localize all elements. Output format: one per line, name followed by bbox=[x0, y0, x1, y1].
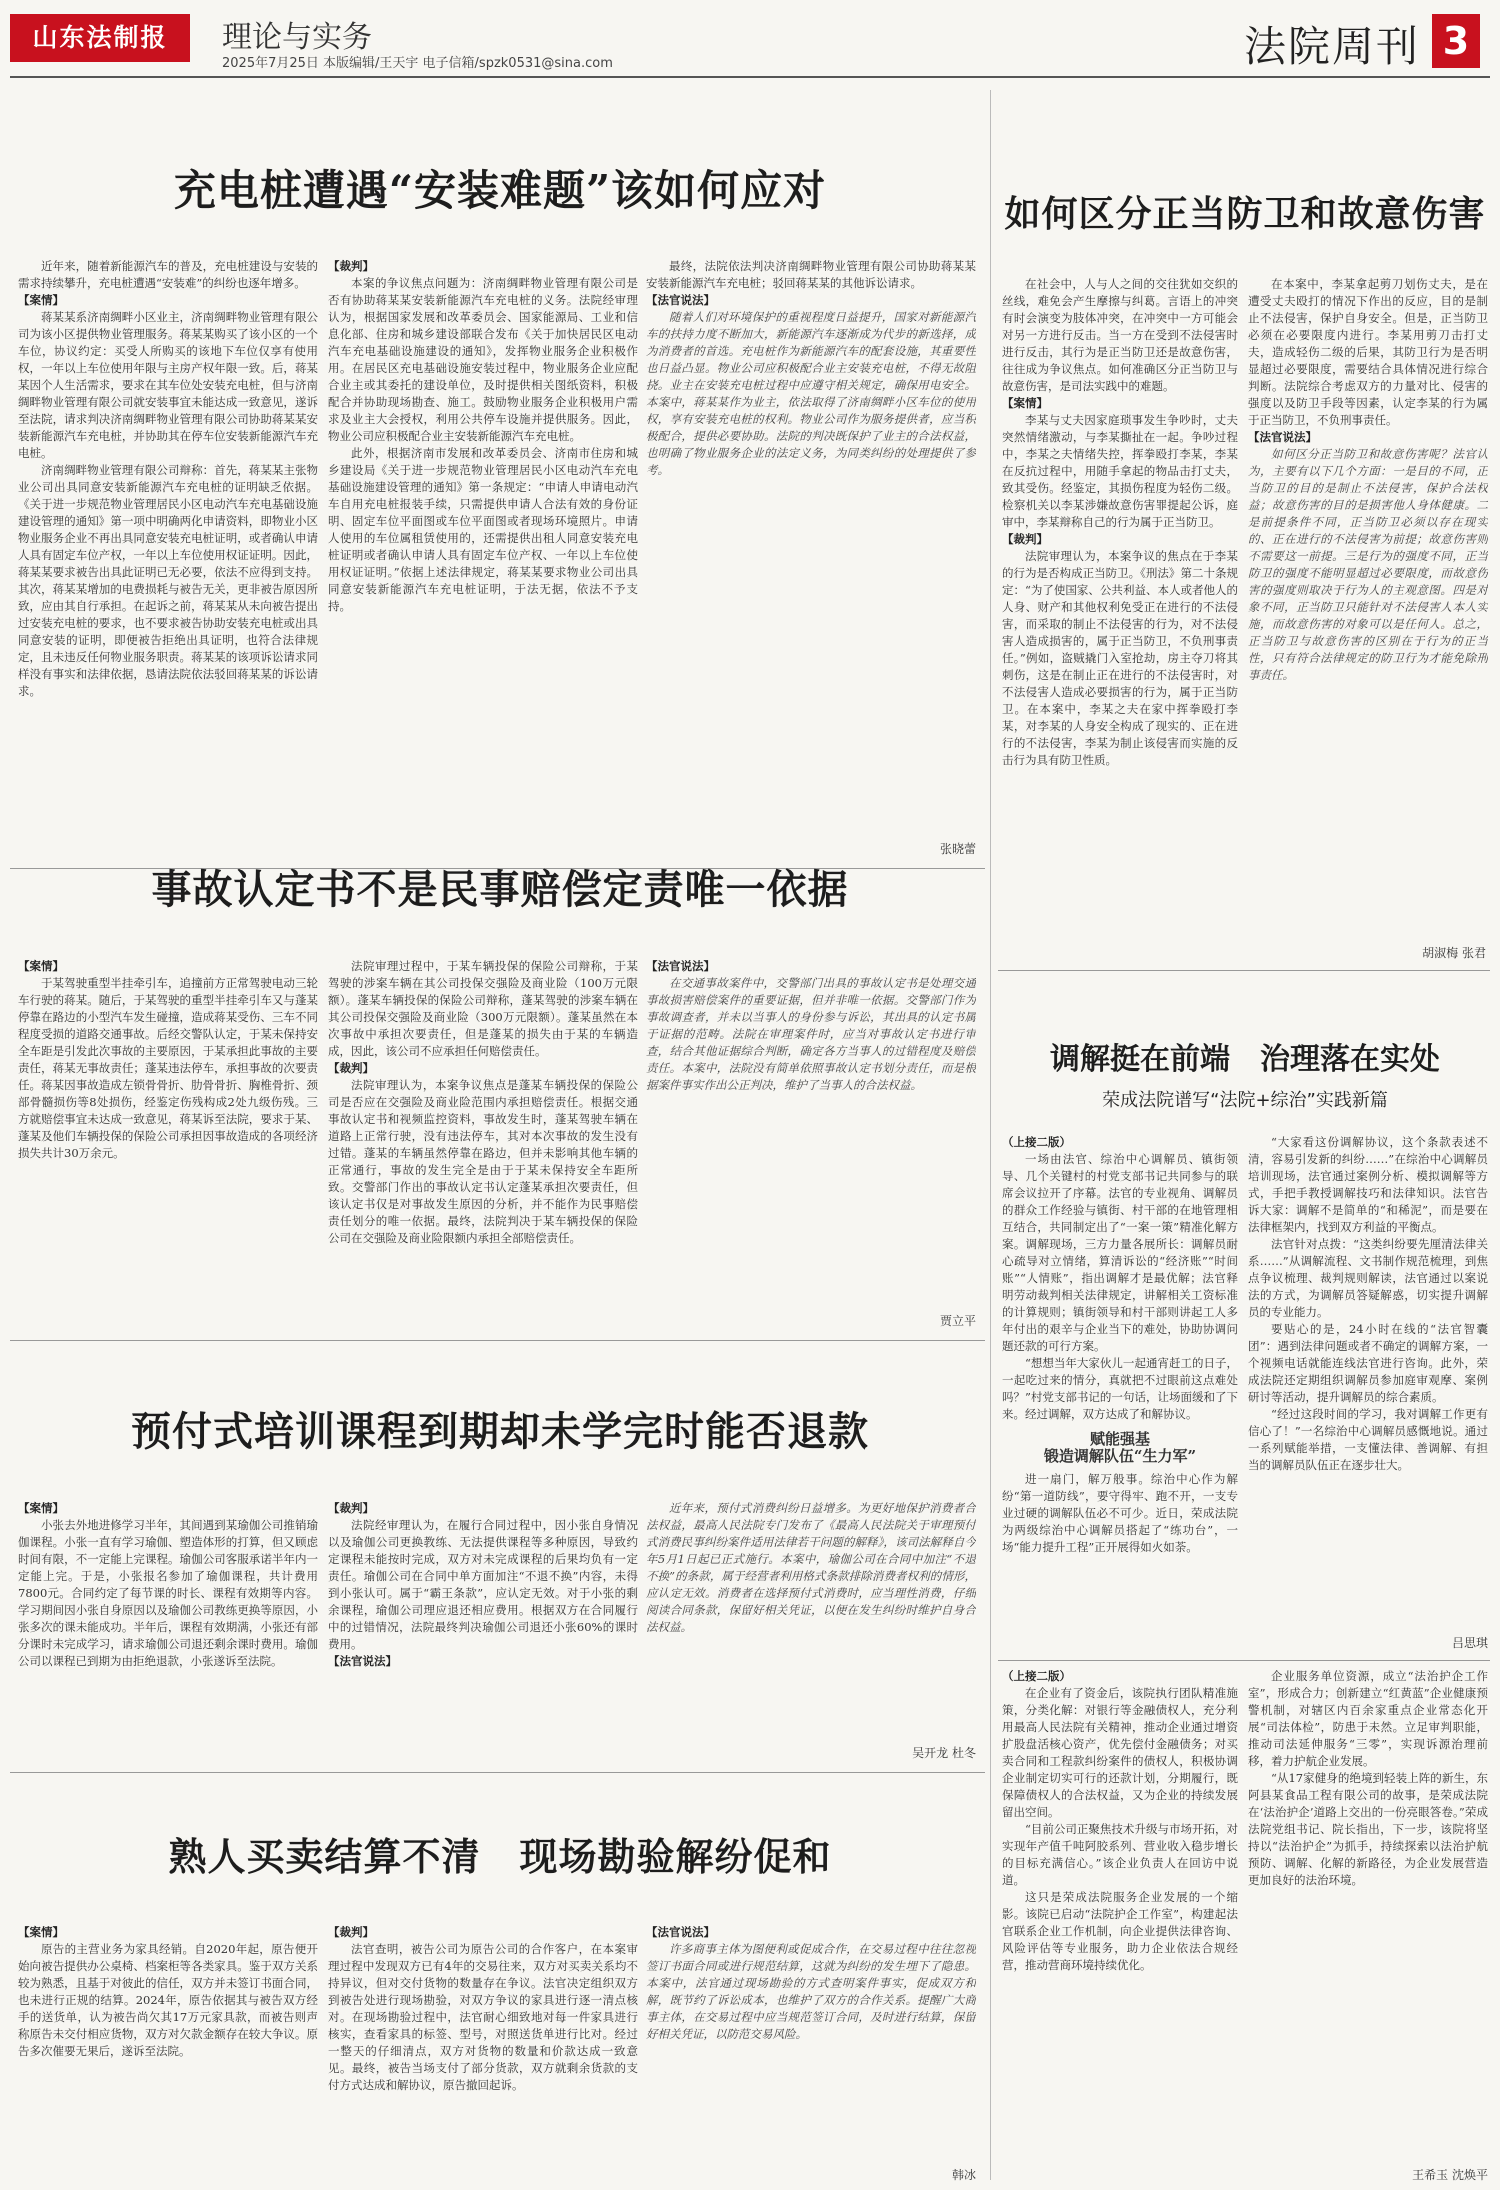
section-tag: 【裁判】 bbox=[328, 1061, 374, 1075]
headline-self-defense: 如何区分正当防卫和故意伤害 bbox=[1004, 193, 1486, 235]
article-paragraph: 进一扇门，解万般事。综治中心作为解纷“第一道防线”，要守得牢、跑不开，一支专业过硬的调解队伍必不可少。近日，荣成法院为两级综治中心调解员搭起了“练功台”，一场“能力提升工程”正开展得如火如荼。 bbox=[1002, 1472, 1238, 1554]
headline-ev-charger: 充电桩遭遇“安装难题”该如何应对 bbox=[173, 166, 827, 215]
article-paragraph: “经过这段时间的学习，我对调解工作更有信心了！”一名综治中心调解员感慨地说。通过一系列赋能举措，一支懂法律、善调解、有担当的调解员队伍正在逐步壮大。 bbox=[1248, 1407, 1488, 1472]
section-tag: 【案情】 bbox=[18, 1925, 64, 1939]
subhead-team: 锻造调解队伍“生力军” bbox=[1043, 1447, 1197, 1465]
author-byline: 张晓蕾 bbox=[939, 842, 976, 856]
article-paragraph: 蒋某某系济南绸畔小区业主，济南绸畔物业管理有限公司为该小区提供物业管理服务。蒋某某购买了该小区的一个车位，协议约定：买受人所购买的该地下车位仅享有使用权，一年以上车位使用年限与主房产权年限一致。后，蒋某某因个人生活需求，要求在其车位处安装充电桩，但与济南绸畔物业管理有限公司就安装事宜未能达成一致意见，遂诉至法院，请求判决济南绸畔物业管理有限公司协助蒋某某安装新能源汽车充电桩，并协助其在停车位安装新能源汽车充电桩。 bbox=[18, 310, 318, 460]
article-paragraph: 随着人们对环境保护的重视程度日益提升，国家对新能源汽车的扶持力度不断加大，新能源汽车逐渐成为代步的新选择，成为消费者的首选。充电桩作为新能源汽车的配套设施，其重要性也日益凸显。物业公司应积极配合业主安装充电桩，不得无故阻挠。业主在安装充电桩过程中应遵守相关规定，确保用电安全。本案中，蒋某某作为业主，依法取得了济南绸畔小区车位的使用权，享有安装充电桩的权利。物业公司作为服务提供者，应当积极配合，提供必要协助。法院的判决既保护了业主的合法权益，也明确了物业服务企业的法定义务，为同类纠纷的处理提供了参考。 bbox=[646, 310, 976, 477]
article-paragraph: 济南绸畔物业管理有限公司辩称：首先，蒋某某主张物业公司出具同意安装新能源汽车充电桩的证明缺乏依据。《关于进一步规范物业管理居民小区电动汽车充电基础设施建设管理的通知》第一项中明确两化申请资料，即物业小区物业服务企业不再出具同意安装充电桩证明，或者确认申请人具有固定车位产权，一年以上车位使用权证证明。因此，蒋某某要求被告出具此证明已无必要，依法不应得到支持。其次，蒋某某增加的电费损耗与被告无关，更非被告原因所致，应由其自行承担。在起诉之前，蒋某某从未向被告提出过安装充电桩的要求，也不要求被告协助安装充电桩或出具同意安装的证明，即便被告拒绝出具证明，也符合法律规定，且未违反任何物业服务职责。蒋某某的该项诉讼请求同样没有事实和法律依据，恳请法院依法驳回蒋某某的诉讼请求。 bbox=[18, 463, 318, 698]
article-mediation-col-1 bbox=[1002, 1134, 1238, 1644]
article-business-col-1 bbox=[1002, 1668, 1238, 2182]
author-byline: 吕思琪 bbox=[1451, 1636, 1488, 1650]
section-tag: 【裁判】 bbox=[328, 259, 374, 273]
article-paragraph: 本案的争议焦点问题为：济南绸畔物业管理有限公司是否有协助蒋某某安装新能源汽车充电桩的义务。法院经审理认为，根据国家发展和改革委员会、国家能源局、工业和信息化部、住房和城乡建设部联合发布《关于加快居民区电动汽车充电基础设施建设的通知》，发挥物业服务企业积极作用。在居民区充电基础设施安装过程中，物业服务企业应配合业主或其委托的建设单位，及时提供相关图纸资料，积极配合并协助现场勘查、施工。鼓励物业服务企业积极用户需求及业主大会授权，利用公共停车设施并提供服务。因此，物业公司应积极配合业主安装新能源汽车充电桩。 bbox=[328, 276, 638, 443]
article-mediation-col-2 bbox=[1248, 1134, 1488, 1634]
article-paragraph: 此外，根据济南市发展和改革委员会、济南市住房和城乡建设局《关于进一步规范物业管理居民小区电动汽车充电基础设施建设管理的通知》第一条规定：“申请人申请电动汽车自用充电桩报装手续，只需提供申请人合法有效的身份证明、固定车位平面图或车位平面图或者现场环境照片。申请人使用的车位属租赁使用的，还需提供出租人同意安装充电桩证明或者确认申请人具有固定车位产权、一年以上车位使用权证证明。”依据上述法律规定，蒋某某要求物业公司出具同意安装新能源汽车充电桩证明，于法无据，依法不予支持。 bbox=[328, 446, 638, 613]
article-paragraph: 法官查明，被告公司为原告公司的合作客户，在本案审理过程中发现双方已有4年的交易往来，双方对买卖关系均不持异议，但对交付货物的数量存在争议。法官决定组织双方到被告处进行现场勘验，对双方争议的家具进行逐一清点核对。在现场勘验过程中，法官耐心细致地对每一件家具进行核实，查看家具的标签、型号，对照送货单进行比对。经过一整天的仔细清点，双方对货物的数量和价款达成一致意见。最终，被告当场支付了部分货款，双方就剩余货款的支付方式达成和解协议，原告撤回起诉。 bbox=[328, 1942, 638, 2092]
section-tag: 【案情】 bbox=[18, 293, 64, 307]
section-rule bbox=[10, 1772, 985, 1773]
article-paragraph: “大家看这份调解协议，这个条款表述不清，容易引发新的纠纷……”在综治中心调解员培训现场，法官通过案例分析、模拟调解等方式，手把手教授调解技巧和法律知识。法官告诉大家：调解不是简单的“和稀泥”，而是要在法律框架内，找到双方利益的平衡点。 bbox=[1248, 1135, 1488, 1234]
article-ev-col-1 bbox=[18, 258, 318, 858]
article-ev-col-2 bbox=[328, 258, 638, 858]
page-number: 3 bbox=[1432, 14, 1480, 68]
section-tag: 【法官说法】 bbox=[646, 293, 715, 307]
section-rule bbox=[998, 970, 1490, 971]
article-prepaid-col-3 bbox=[646, 1500, 976, 1740]
section-tag: 【案情】 bbox=[18, 959, 64, 973]
article-sale-col-2 bbox=[328, 1924, 638, 2182]
section-tag: 【法官说法】 bbox=[1248, 430, 1317, 444]
article-paragraph: 如何区分正当防卫和故意伤害呢？法官认为，主要有以下几个方面：一是目的不同，正当防卫的目的是制止不法侵害，保护合法权益；故意伤害的目的是损害他人身体健康。二是前提条件不同，正当防卫必须以存在现实的、正在进行的不法侵害为前提；故意伤害则不需要这一前提。三是行为的强度不同，正当防卫的强度不能明显超过必要限度，而故意伤害的强度则取决于行为人的主观意图。四是对象不同，正当防卫只能针对不法侵害人本人实施，而故意伤害的对象可以是任何人。总之，正当防卫与故意伤害的区别在于行为的正当性，只有符合法律规定的防卫行为才能免除刑事责任。 bbox=[1248, 447, 1488, 682]
section-tag: 【案情】 bbox=[1002, 396, 1048, 410]
article-paragraph: 最终，法院依法判决济南绸畔物业管理有限公司协助蒋某某安装新能源汽车充电桩；驳回蒋某某的其他诉讼请求。 bbox=[646, 259, 976, 290]
article-ev-col-3 bbox=[646, 258, 976, 838]
author-byline: 韩冰 bbox=[951, 2168, 976, 2182]
article-paragraph: 在本案中，李某拿起剪刀划伤丈夫，是在遭受丈夫殴打的情况下作出的反应，目的是制止不法侵害，保护自身安全。但是，正当防卫必须在必要限度内进行。李某用剪刀击打丈夫，造成轻伤二级的后果，其防卫行为是否明显超过必要限度，需要结合具体情况进行综合判断。法院综合考虑双方的力量对比、侵害的强度以及防卫手段等因素，认定李某的行为属于正当防卫，不负刑事责任。 bbox=[1248, 277, 1488, 427]
headline-acquaintance-sale: 熟人买卖结算不清 现场勘验解纷促和 bbox=[168, 1834, 832, 1879]
article-paragraph: 于某驾驶重型半挂牵引车，追撞前方正常驾驶电动三轮车行驶的蒋某。随后，于某驾驶的重型半挂牵引车又与蓬某停靠在路边的小型汽车发生碰撞，造成蒋某受伤、三车不同程度受损的道路交通事故。后经交警队认定，于某未保持安全车距是引发此次事故的主要原因，于某承担此事故的主要责任，蒋某无事故责任；蓬某违法停车，承担事故的次要责任。蒋某因事故造成左锁骨骨折、肋骨骨折、胸椎骨折、颈部骨髓损伤等8处损伤，经鉴定伤残构成2处九级伤残。三方就赔偿事宜未达成一致意见，蒋某诉至法院，要求于某、蓬某及他们车辆投保的保险公司承担因事故造成的各项经济损失共计30万余元。 bbox=[18, 976, 318, 1160]
section-tag: 【法官说法】 bbox=[646, 1925, 715, 1939]
section-tag: 【裁判】 bbox=[1002, 532, 1048, 546]
section-tag: 【裁判】 bbox=[328, 1925, 374, 1939]
section-tag: （上接二版） bbox=[1002, 1135, 1071, 1149]
article-paragraph: 近年来，预付式消费纠纷日益增多。为更好地保护消费者合法权益，最高人民法院专门发布了《最高人民法院关于审理预付式消费民事纠纷案件适用法律若干问题的解释》，该司法解释自今年5月1日起已正式施行。本案中，瑜伽公司在合同中加注“不退不换”的条款，属于经营者利用格式条款排除消费者权利的情形，应认定无效。消费者在选择预付式消费时，应当理性消费，仔细阅读合同条款，保留好相关凭证，以便在发生纠纷时维护自身合法权益。 bbox=[646, 1501, 976, 1634]
article-paragraph: 这只是荣成法院服务企业发展的一个缩影。该院已启动“法院护企工作室”，构建起法官联系企业工作机制，向企业提供法律咨询、风险评估等专业服务，助力企业依法合规经营，推动营商环境持续优化。 bbox=[1002, 1890, 1238, 1972]
section-tag: 【案情】 bbox=[18, 1501, 64, 1515]
article-paragraph: 要贴心的是，24小时在线的“法官智囊团”：遇到法律问题或者不确定的调解方案，一个视频电话就能连线法官进行咨询。此外，荣成法院还定期组织调解员参加庭审观摩、案例研讨等活动，提升调解员的综合素质。 bbox=[1248, 1322, 1488, 1404]
headline-prepaid-course: 预付式培训课程到期却未学完时能否退款 bbox=[131, 1408, 869, 1455]
article-sale-col-3 bbox=[646, 1924, 976, 2164]
section-title: 理论与实务 bbox=[222, 20, 372, 55]
article-paragraph: 小张去外地进修学习半年，其间遇到某瑜伽公司推销瑜伽课程。小张一直有学习瑜伽、塑造体形的打算，但又顾虑时间有限，不一定能上完课程。瑜伽公司客服承诺半年内一定能上完。于是，小张报名参加了瑜伽课程，共计费用7800元。合同约定了每节课的时长、课程有效期等内容。学习期间因小张自身原因以及瑜伽公司教练更换等原因，小张多次的课未能成功。半年后，课程有效期满，小张还有部分课时未完成学习，请求瑜伽公司退还剩余课时费用。瑜伽公司以课程已到期为由拒绝退款，小张遂诉至法院。 bbox=[18, 1518, 318, 1668]
article-sale-col-1 bbox=[18, 1924, 318, 2182]
article-paragraph: 在企业有了资金后，该院执行团队精准施策，分类化解：对银行等金融债权人，充分利用最高人民法院有关精神，推动企业通过增资扩股盘活核心资产，优先偿付金融债务；对买卖合同和工程款纠纷案件的债权人，积极协调企业制定切实可行的还款计划，分期履行，既保障债权人的合法权益，又为企业的持续发展留出空间。 bbox=[1002, 1686, 1238, 1819]
article-intro: 在社会中，人与人之间的交往犹如交织的丝线，难免会产生摩擦与纠葛。言语上的冲突有时会演变为肢体冲突，在冲突中一方可能会对另一方进行反击。当一方在受到不法侵害时进行反击，其行为是正当防卫还是故意伤害，往往成为争议焦点。如何准确区分正当防卫与故意伤害，是司法实践中的难题。 bbox=[1002, 277, 1238, 393]
section-tag: 【法官说法】 bbox=[646, 959, 715, 973]
subhead-empower: 赋能强基 bbox=[1089, 1430, 1150, 1448]
headline-accident-report: 事故认定书不是民事赔偿定责唯一依据 bbox=[151, 866, 849, 913]
section-tag: 【法官说法】 bbox=[328, 1654, 397, 1668]
section-tag: （上接二版） bbox=[1002, 1669, 1071, 1683]
article-paragraph: 法官针对点拨：“这类纠纷要先厘清法律关系……”从调解流程、文书制作规范梳理，到焦点争议梳理、裁判规则解读，法官通过以案说法的方式，为调解员答疑解惑，切实提升调解员的专业能力。 bbox=[1248, 1237, 1488, 1319]
weekly-title: 法院周刊 bbox=[1244, 22, 1421, 71]
article-defense-col-2 bbox=[1248, 276, 1488, 944]
article-paragraph: 原告的主营业务为家具经销。自2020年起，原告便开始向被告提供办公桌椅、档案柜等各类家具。鉴于双方关系较为熟悉，且基于对彼此的信任，双方并未签订书面合同，也未进行正规的结算。2024年，原告依据其与被告双方经手的送货单，认为被告尚欠其17万元家具款，而被告则声称原告未交付相应货物，双方对欠款金额存在较大争议。原告多次催要无果后，遂诉至法院。 bbox=[18, 1942, 318, 2058]
author-byline: 吴开龙 杜冬 bbox=[912, 1746, 976, 1760]
article-paragraph: 企业服务单位资源，成立“法治护企工作室”，形成合力；创新建立“红黄蓝”企业健康预警机制，对辖区内百余家重点企业常态化开展“司法体检”，防患于未然。立足审判职能，推动司法延伸服务“三零”，实现诉源治理前移，着力护航企业发展。 bbox=[1248, 1669, 1488, 1768]
author-byline: 胡淑梅 张君 bbox=[1422, 946, 1486, 960]
article-paragraph: 法院审理认为，本案争议的焦点在于李某的行为是否构成正当防卫。《刑法》第二十条规定：“为了使国家、公共利益、本人或者他人的人身、财产和其他权利免受正在进行的不法侵害，而采取的制止不法侵害的行为，对不法侵害人造成损害的，属于正当防卫，不负刑事责任。”例如，盗贼撬门入室抢劫，房主夺刀将其刺伤，这是在制止正在进行的不法侵害时，对不法侵害人造成必要损害的行为，属于正当防卫。在本案中，李某之夫在家中挥拳殴打李某，对李某的人身安全构成了现实的、正在进行的不法侵害，李某为制止该侵害而实施的反击行为具有防卫性质。 bbox=[1002, 549, 1238, 767]
author-byline: 王希玉 沈焕平 bbox=[1412, 2168, 1488, 2182]
article-paragraph: 法院审理认为，本案争议焦点是蓬某车辆投保的保险公司是否应在交强险及商业险范围内承担赔偿责任。根据交通事故认定书和视频监控资料，事故发生时，蓬某驾驶车辆在道路上正常行驶，没有违法停车，其对本次事故的发生没有过错。蓬某的车辆虽然停靠在路边，但并未影响其他车辆的正常通行，事故的发生完全是由于于某未保持安全车距所致。交警部门作出的事故认定书认定蓬某承担次要责任，但该认定书仅是对事故发生原因的分析，并不能作为民事赔偿责任划分的唯一依据。最终，法院判决于某车辆投保的保险公司在交强险及商业险限额内承担全部赔偿责任。 bbox=[328, 1078, 638, 1245]
article-paragraph: 一场由法官、综治中心调解员、镇街领导、几个关键村的村党支部书记共同参与的联席会议拉开了序幕。法官的专业视角、调解员的群众工作经验与镇街、村干部的在地管理相互结合，共同制定出了“一案一策”精准化解方案。调解现场，三方力量各展所长：调解员耐心疏导对立情绪，算清诉讼的“经济账”“时间账”“人情账”，指出调解才是最优解；法官释明劳动裁判相关法律规定，讲解相关工资标准的计算规则；镇街领导和村干部则讲起工人多年付出的艰辛与企业当下的难处，协助协调问题还款的可行方案。 bbox=[1002, 1152, 1238, 1353]
header-rule bbox=[10, 76, 1490, 78]
article-paragraph: 法院审理过程中，于某车辆投保的保险公司辩称，于某驾驶的涉案车辆在其公司投保交强险及商业险（100万元限额）。蓬某车辆投保的保险公司辩称，蓬某驾驶的涉案车辆在其公司投保交强险及商业险（300万元限额）。蓬某虽然在本次事故中承担次要责任，但是蓬某的损失由于某的车辆造成，因此，该公司不应承担任何赔偿责任。 bbox=[328, 959, 638, 1058]
article-paragraph: “从17家健身的绝境到轻装上阵的新生，东阿县某食品工程有限公司的故事，是荣成法院在‘法治护企’道路上交出的一份亮眼答卷。”荣成法院党组书记、院长指出，下一步，该院将坚持以“法治护企”为抓手，持续探索以法治护航预防、调解、化解的新路径，为企业发展营造更加良好的法治环境。 bbox=[1248, 1771, 1488, 1887]
subheadline-mediation: 荣成法院谱写“法院+综治”实践新篇 bbox=[1102, 1090, 1388, 1111]
article-accident-col-1 bbox=[18, 958, 318, 1328]
section-rule bbox=[10, 1340, 985, 1341]
article-defense-col-1 bbox=[1002, 276, 1238, 966]
article-paragraph: “目前公司正聚焦技术升级与市场开拓，对实现年产值千吨阿胶系列、营业收入稳步增长的目标充满信心。”该企业负责人在回访中说道。 bbox=[1002, 1822, 1238, 1887]
article-accident-col-3 bbox=[646, 958, 976, 1310]
article-paragraph: “想想当年大家伙儿一起通宵赶工的日子，一起吃过来的情分，真就把不过眼前这点难处吗？”村党支部书记的一句话，让场面缓和了下来。经过调解，双方达成了和解协议。 bbox=[1002, 1356, 1238, 1421]
author-byline: 贾立平 bbox=[939, 1314, 976, 1328]
article-business-col-2 bbox=[1248, 1668, 1488, 2164]
section-tag: 【裁判】 bbox=[328, 1501, 374, 1515]
article-paragraph: 李某与丈夫因家庭琐事发生争吵时，丈夫突然情绪激动，与李某撕扯在一起。争吵过程中，李某之夫情绪失控，挥拳殴打李某，李某在反抗过程中，用随手拿起的物品击打丈夫，致其受伤。经鉴定，其损伤程度为轻伤二级。检察机关以李某涉嫌故意伤害罪提起公诉，庭审中，李某辩称自己的行为属于正当防卫。 bbox=[1002, 413, 1238, 529]
article-prepaid-col-1 bbox=[18, 1500, 318, 1760]
headline-mediation: 调解挺在前端 治理落在实处 bbox=[1050, 1042, 1440, 1077]
article-prepaid-col-2 bbox=[328, 1500, 638, 1760]
article-paragraph: 在交通事故案件中，交警部门出具的事故认定书是处理交通事故损害赔偿案件的重要证据，但并非唯一依据。交警部门作为事故调查者，并未以当事人的身份参与诉讼，其出具的认定书属于证据的范畴。法院在审理案件时，应当对事故认定书进行审查，结合其他证据综合判断，确定各方当事人的过错程度及赔偿责任。本案中，法院没有简单依照事故认定书划分责任，而是根据案件事实作出公正判决，维护了当事人的合法权益。 bbox=[646, 976, 976, 1092]
article-intro: 近年来，随着新能源汽车的普及，充电桩建设与安装的需求持续攀升，充电桩遭遇“安装难”的纠纷也逐年增多。 bbox=[18, 259, 318, 290]
newspaper-logo: 山东法制报 bbox=[10, 14, 190, 62]
section-rule bbox=[998, 1660, 1490, 1661]
article-accident-col-2 bbox=[328, 958, 638, 1328]
article-paragraph: 法院经审理认为，在履行合同过程中，因小张自身情况以及瑜伽公司更换教练、无法提供课程等多种原因，导致约定课程未能按时完成，双方对未完成课程的后果均负有一定责任。瑜伽公司在合同中单方面加注“不退不换”内容，未得到小张认可。属于“霸王条款”，应认定无效。对于小张的剩余课程，瑜伽公司理应退还相应费用。根据双方在合同履行中的过错情况，法院最终判决瑜伽公司退还小张60%的课时费用。 bbox=[328, 1518, 638, 1651]
article-paragraph: 许多商事主体为图便利或促成合作，在交易过程中往往忽视签订书面合同或进行规范结算，这就为纠纷的发生埋下了隐患。本案中，法官通过现场勘验的方式查明案件事实，促成双方和解，既节约了诉讼成本，也维护了双方的合作关系。提醒广大商事主体，在交易过程中应当规范签订合同，及时进行结算，保留好相关凭证，以防范交易风险。 bbox=[646, 1942, 976, 2041]
dateline: 2025年7月25日 本版编辑/王天宇 电子信箱/spzk0531@sina.com bbox=[222, 56, 613, 71]
